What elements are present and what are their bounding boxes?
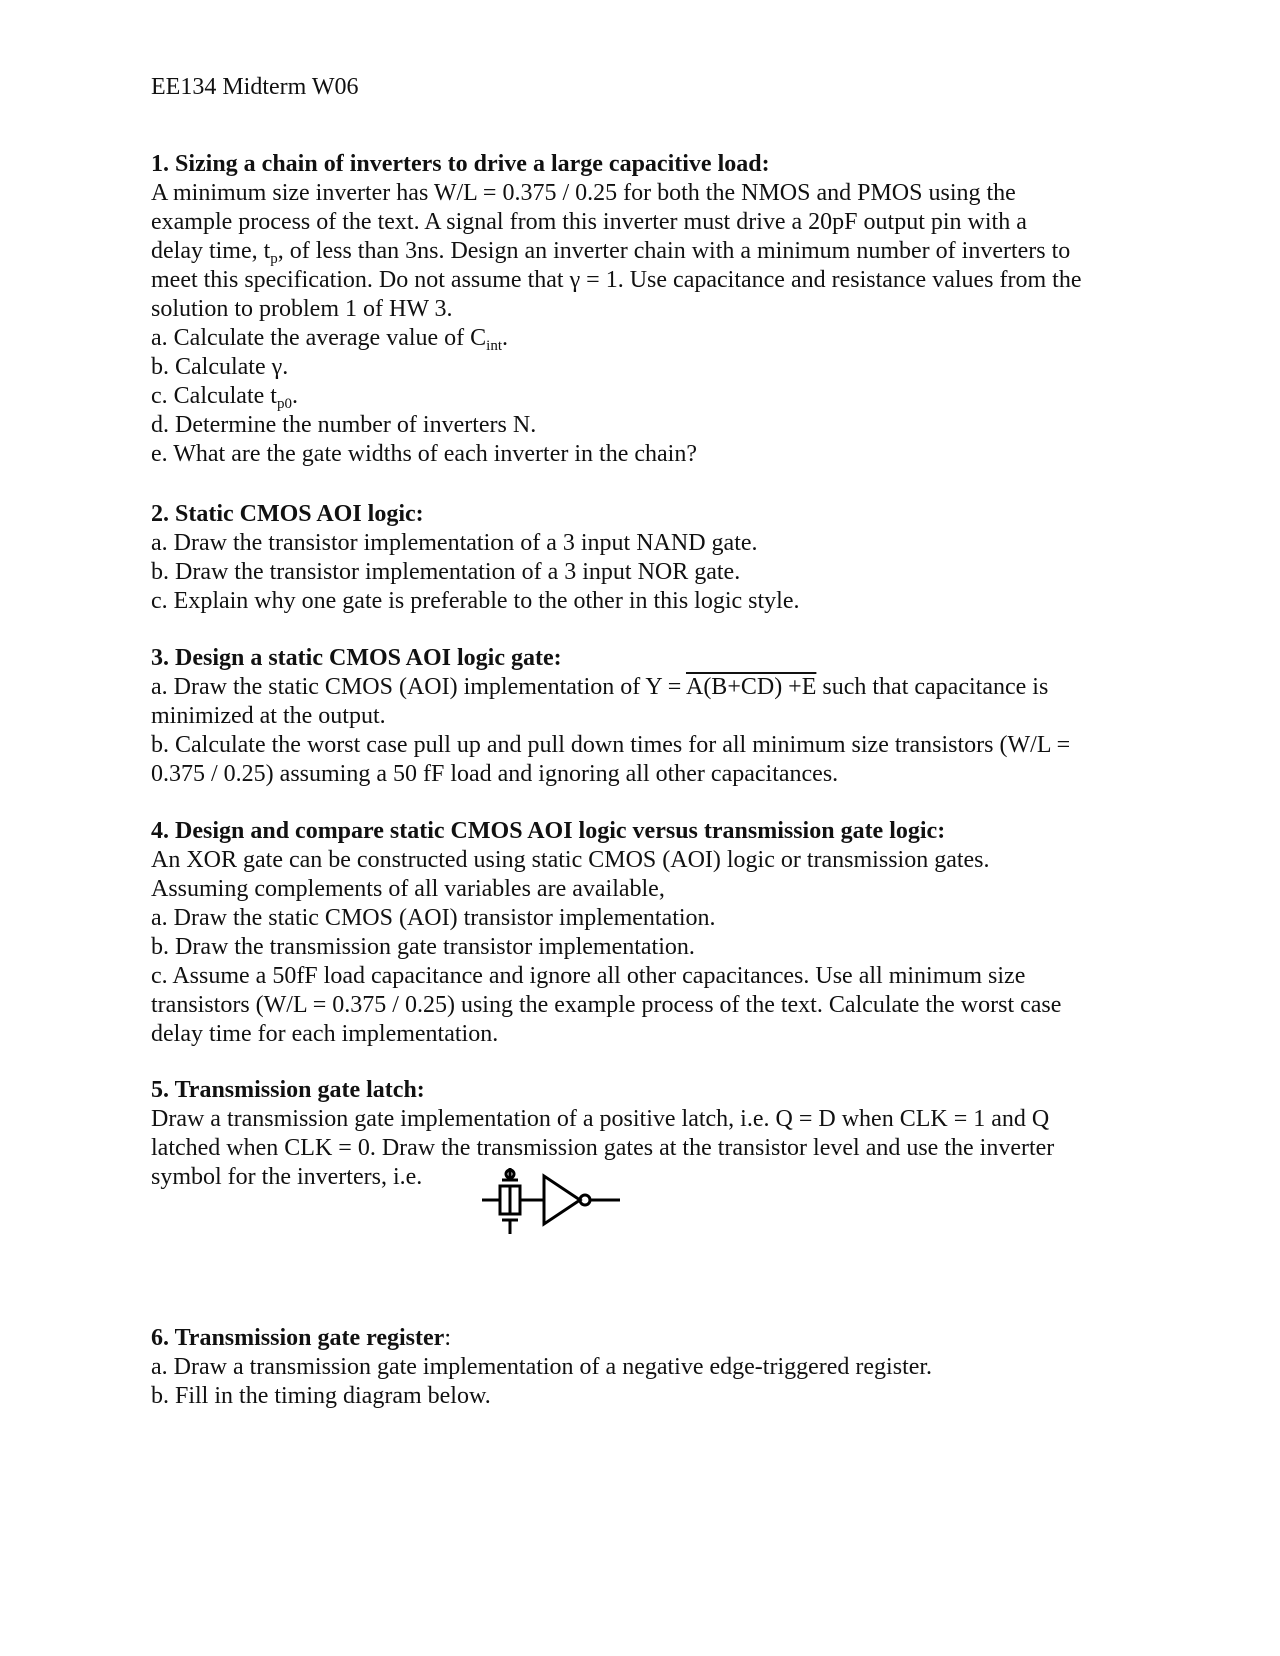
- q1-part-c: c. Calculate $t_{p0}$.: [151, 383, 298, 412]
- q5-line-1: Draw a transmission gate implementation of a positive latch, i.e. Q = D when CLK = 1 and Q: [151, 1106, 1050, 1132]
- q4-intro-line-2: Assuming complements of all variables are available,: [151, 876, 665, 902]
- question-6-title-line: 6. Transmission gate register:: [151, 1325, 451, 1351]
- q4-part-c-line-1: c. Assume a 50fF load capacitance and ignore all other capacitances. Use all minimum size: [151, 963, 1026, 989]
- question-1-title: 1. Sizing a chain of inverters to drive a large capacitive load:: [151, 151, 770, 177]
- q1-intro-line-1: A minimum size inverter has W/L = 0.375 / 0.25 for both the NMOS and PMOS using the: [151, 180, 1016, 206]
- q1-part-d: d. Determine the number of inverters N.: [151, 412, 537, 438]
- q4-part-c-line-2: transistors (W/L = 0.375 / 0.25) using the example process of the text. Calculate the worst case: [151, 992, 1062, 1018]
- q6-part-b: b. Fill in the timing diagram below.: [151, 1383, 491, 1409]
- question-1: [151, 150, 1131, 469]
- q2-part-a: a. Draw the transistor implementation of a 3 input NAND gate.: [151, 530, 758, 556]
- q1-part-e: e. What are the gate widths of each inverter in the chain?: [151, 441, 697, 467]
- q4-part-c-line-3: delay time for each implementation.: [151, 1021, 499, 1047]
- q6-part-a: a. Draw a transmission gate implementation of a negative edge-triggered register.: [151, 1354, 933, 1380]
- q2-part-b: b. Draw the transistor implementation of a 3 input NOR gate.: [151, 559, 741, 585]
- inverter-icon: [544, 1176, 620, 1224]
- q1-intro-line-4: meet this specification. Do not assume that γ = 1. Use capacitance and resistance values from the: [151, 267, 1082, 293]
- q1-part-b: b. Calculate γ.: [151, 354, 289, 380]
- transmission-gate-icon: [482, 1168, 544, 1234]
- q5-line-3: symbol for the inverters, i.e.: [151, 1164, 423, 1190]
- q3-part-b-line-1: b. Calculate the worst case pull up and pull down times for all minimum size transistors (W/L =: [151, 732, 1071, 758]
- question-5: [151, 1076, 1131, 1192]
- q4-part-b: b. Draw the transmission gate transistor implementation.: [151, 934, 695, 960]
- page-header: EE134 Midterm W06: [151, 74, 359, 100]
- q3-part-a-line-2: minimized at the output.: [151, 703, 386, 729]
- q3-part-b-line-2: 0.375 / 0.25) assuming a 50 fF load and ignoring all other capacitances.: [151, 761, 839, 787]
- q2-part-c: c. Explain why one gate is preferable to the other in this logic style.: [151, 588, 800, 614]
- question-3-title: 3. Design a static CMOS AOI logic gate:: [151, 645, 562, 671]
- question-6-title: 6. Transmission gate register: [151, 1325, 445, 1351]
- question-3: [151, 644, 1131, 789]
- question-2-title: 2. Static CMOS AOI logic:: [151, 501, 424, 527]
- transmission-gate-inverter-symbol: [482, 1160, 622, 1242]
- q3-expression: A(B+CD) +E: [685, 674, 817, 700]
- question-6: [151, 1324, 1131, 1411]
- question-2: [151, 500, 1131, 616]
- q1-intro-line-3: delay time, $t_p$, of less than 3ns. Design an inverter chain with a minimum number of inverters to: [151, 238, 1071, 267]
- q4-part-a: a. Draw the static CMOS (AOI) transistor implementation.: [151, 905, 716, 931]
- q1-intro-line-2: example process of the text. A signal from this inverter must drive a 20pF output pin with a: [151, 209, 1027, 235]
- q4-intro-line-1: An XOR gate can be constructed using static CMOS (AOI) logic or transmission gates.: [151, 847, 990, 873]
- question-4: [151, 817, 1131, 1049]
- q5-line-2: latched when CLK = 0. Draw the transmission gates at the transistor level and use the inverter: [151, 1135, 1055, 1161]
- q3-part-a-line-1: a. Draw the static CMOS (AOI) implementation of Y = A(B+CD) +E such that capacitance is: [151, 674, 1049, 700]
- question-5-title: 5. Transmission gate latch:: [151, 1077, 425, 1103]
- question-4-title: 4. Design and compare static CMOS AOI logic versus transmission gate logic:: [151, 818, 946, 844]
- q1-intro-line-5: solution to problem 1 of HW 3.: [151, 296, 453, 322]
- q1-part-a: a. Calculate the average value of $C_{int}$.: [151, 325, 509, 354]
